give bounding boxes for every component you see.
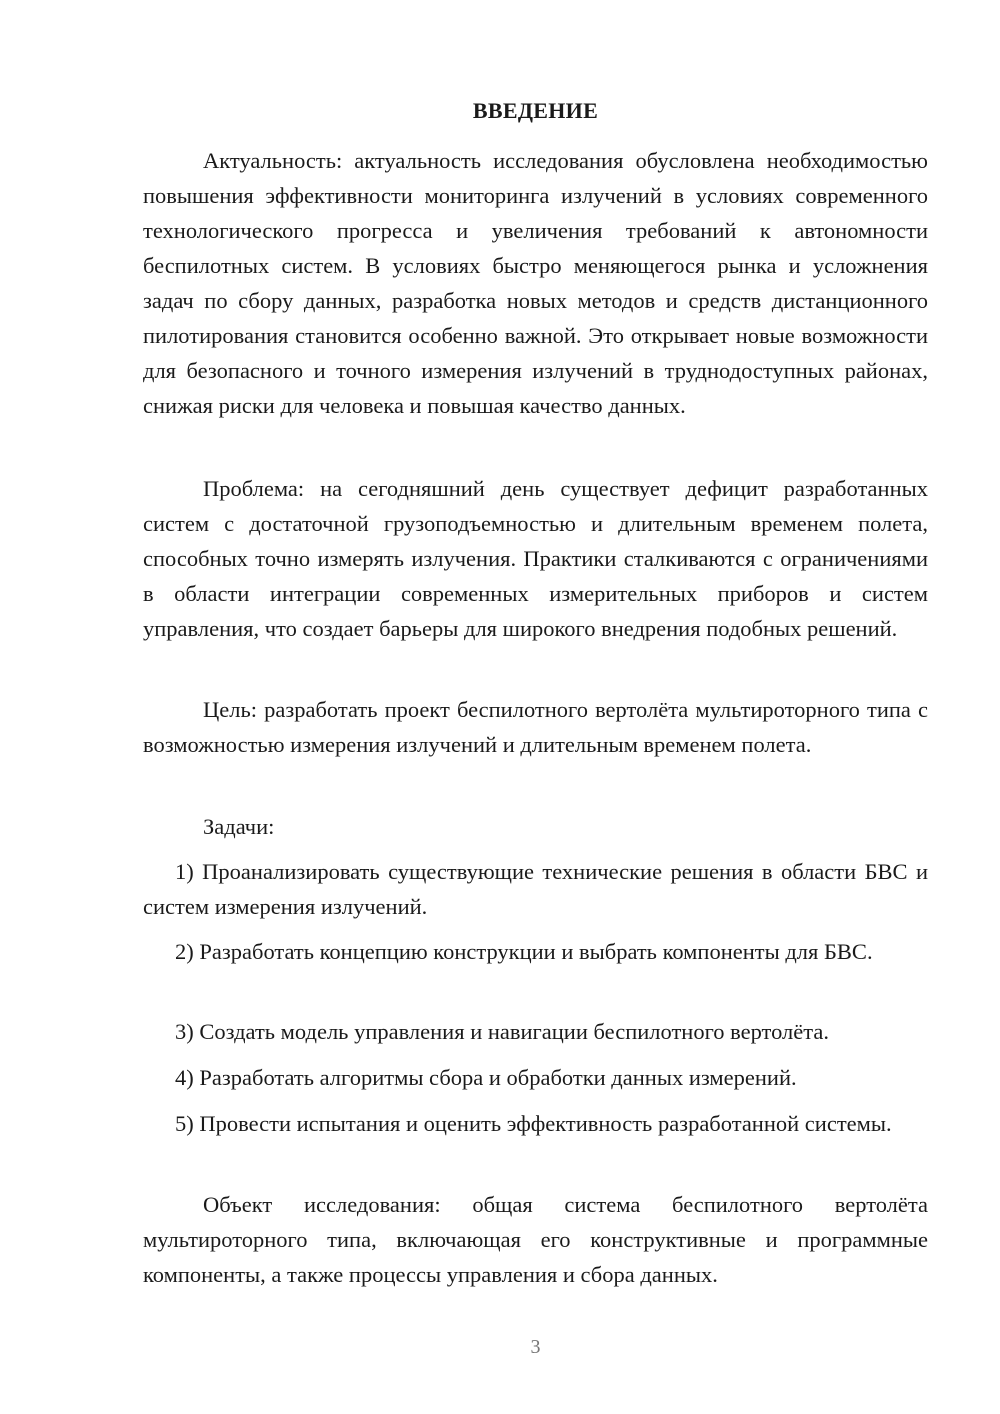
task-item-4: 4) Разработать алгоритмы сбора и обработки данных измерений. xyxy=(175,1065,797,1090)
document-page xyxy=(143,0,928,1414)
section-title: ВВЕДЕНИЕ xyxy=(472,98,599,123)
task-item-3: 3) Создать модель управления и навигации беспилотного вертолёта. xyxy=(175,1019,829,1044)
research-object-paragraph: Объект исследования: общая система беспилотного вертолёта мультироторного типа, включающая его конструктивные и программные компоненты, а также процессы управления и сбора данных. xyxy=(143,1192,928,1287)
task-item-2: 2) Разработать концепцию конструкции и выбрать компоненты для БВС. xyxy=(175,939,873,964)
problem-paragraph: Проблема: на сегодняшний день существует дефицит разработанных систем с достаточной грузоподъемностью и длительным временем полета, способных точно измерять излучения. Практики сталкиваются с ограничениями в области интеграции современных измерительных приборов и систем управления, что создает барьеры для широкого внедрения подобных решений. xyxy=(143,476,928,641)
task-item-5: 5) Провести испытания и оценить эффективность разработанной системы. xyxy=(175,1111,892,1136)
goal-paragraph: Цель: разработать проект беспилотного вертолёта мультироторного типа с возможностью измерения излучений и длительным временем полета. xyxy=(143,697,928,757)
page-number: 3 xyxy=(530,1336,541,1358)
task-item-1: 1) Проанализировать существующие технические решения в области БВС и систем измерения излучений. xyxy=(143,859,928,919)
tasks-heading: Задачи: xyxy=(203,814,275,839)
relevance-paragraph: Актуальность: актуальность исследования обусловлена необходимостью повышения эффективности мониторинга излучений в условиях современного технологического прогресса и увеличения требований к автономности беспилотных систем. В условиях быстро меняющегося рынка и усложнения задач по сбору данных, разработка новых методов и средств дистанционного пилотирования становится особенно важной. Это открывает новые возможности для безопасного и точного измерения излучений в труднодоступных районах, снижая риски для человека и повышая качество данных. xyxy=(143,148,928,418)
